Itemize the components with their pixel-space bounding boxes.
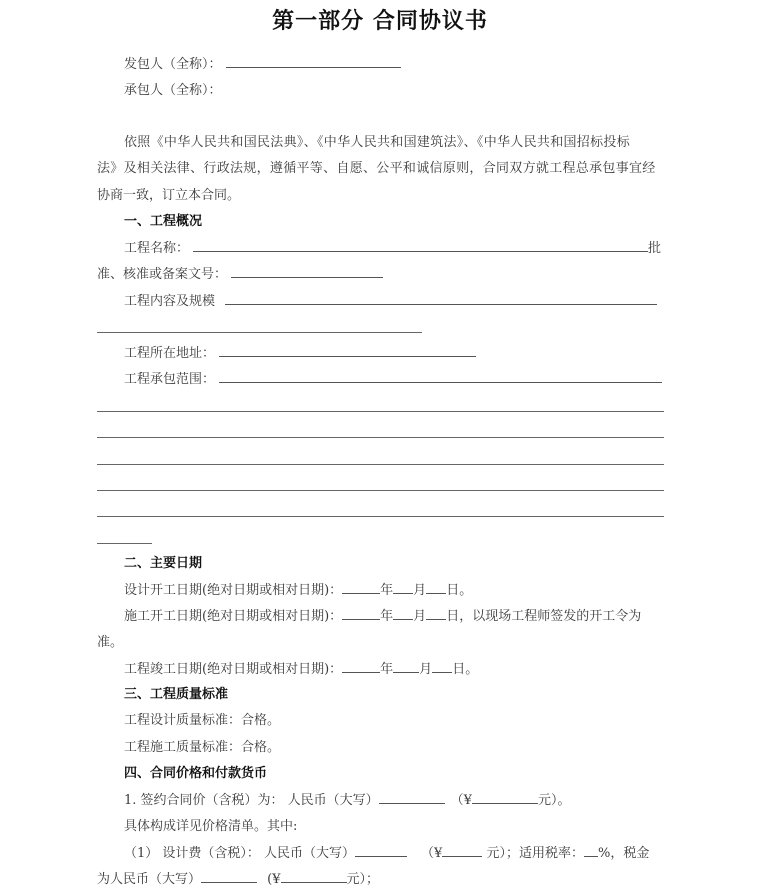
completion-month-blank[interactable] — [393, 660, 419, 673]
construction-start-year-blank[interactable] — [342, 607, 380, 620]
scope-label: 工程承包范围： — [124, 372, 216, 387]
day-label: 日。 — [446, 583, 473, 598]
preamble-line-1: 依照《中华人民共和国民法典》、《中华人民共和国建筑法》、《中华人民共和国招标投标 — [124, 135, 631, 150]
scope-blank-line-2[interactable] — [97, 437, 664, 438]
approval-label: 准、核准或备案文号： — [97, 267, 228, 282]
scope-line — [124, 370, 662, 389]
scope-blank-line-3[interactable] — [97, 464, 664, 465]
design-start-line — [124, 581, 472, 600]
scope-blank-line-4[interactable] — [97, 490, 664, 491]
tax-label: 为人民币（大写） — [97, 872, 202, 887]
employer-blank[interactable] — [226, 55, 401, 68]
tax-line — [97, 870, 379, 889]
design-quality: 工程设计质量标准：合格。 — [124, 713, 281, 728]
employer-label: 发包人（全称）： — [124, 57, 222, 72]
year-label: 年 — [380, 662, 394, 677]
yen-open: （¥ — [450, 793, 472, 808]
design-start-month-blank[interactable] — [393, 581, 413, 594]
address-line — [124, 344, 476, 363]
page-title: 第一部分 合同协议书 — [272, 9, 488, 34]
project-name-tail: 批 — [648, 241, 662, 256]
completion-label: 工程竣工日期(绝对日期或相对日期)： — [124, 662, 343, 677]
scope-blank-line-6[interactable] — [97, 543, 152, 544]
address-blank[interactable] — [219, 344, 476, 357]
approval-blank[interactable] — [231, 265, 383, 278]
design-fee-yuan: 元）；适用税率： — [482, 846, 584, 861]
completion-line — [124, 660, 478, 679]
construction-quality: 工程施工质量标准：合格。 — [124, 740, 281, 755]
tax-number-blank[interactable] — [281, 870, 347, 883]
tax-yuan: 元）； — [346, 872, 380, 887]
contract-price-label: 1. 签约合同价（含税）为： 人民币（大写） — [124, 793, 379, 808]
tax-rate-suffix: %，税金 — [597, 846, 650, 861]
section-1-heading: 一、工程概况 — [124, 214, 203, 229]
approval-line — [97, 265, 383, 284]
yuan-close: 元）。 — [537, 793, 571, 808]
address-label: 工程所在地址： — [124, 346, 216, 361]
tax-rate-blank[interactable] — [584, 844, 598, 857]
project-name-label: 工程名称： — [124, 241, 190, 256]
construction-start-label: 施工开工日期(绝对日期或相对日期)： — [124, 609, 343, 624]
project-name-blank[interactable] — [193, 239, 648, 252]
design-start-label: 设计开工日期(绝对日期或相对日期)： — [124, 583, 343, 598]
yen-open: (¥ — [263, 872, 281, 887]
construction-start-continued: 准。 — [97, 635, 124, 650]
design-start-day-blank[interactable] — [426, 581, 446, 594]
content-blank-continued[interactable] — [97, 332, 422, 333]
construction-start-month-blank[interactable] — [393, 607, 413, 620]
contract-price-words-blank[interactable] — [379, 791, 445, 804]
design-fee-words-blank[interactable] — [355, 844, 407, 857]
contract-price-number-blank[interactable] — [472, 791, 538, 804]
preamble-line-2: 法》及相关法律、行政法规，遵循平等、自愿、公平和诚信原则，合同双方就工程总承包事宜经 — [97, 161, 656, 176]
month-label: 月 — [413, 583, 427, 598]
construction-start-suffix: 日，以现场工程师签发的开工令为 — [446, 609, 642, 624]
month-label: 月 — [419, 662, 433, 677]
employer-line — [124, 55, 401, 74]
contractor-label: 承包人（全称）： — [124, 83, 222, 98]
month-label: 月 — [413, 609, 427, 624]
section-4-heading: 四、合同价格和付款货币 — [124, 766, 268, 781]
design-fee-label: （1） 设计费（含税）： 人民币（大写） — [124, 846, 356, 861]
design-start-year-blank[interactable] — [342, 581, 380, 594]
scope-blank-line-5[interactable] — [97, 516, 664, 517]
content-blank[interactable] — [225, 292, 657, 305]
construction-start-line — [124, 607, 641, 626]
completion-day-blank[interactable] — [432, 660, 452, 673]
breakdown-line: 具体构成详见价格清单。其中: — [124, 819, 298, 834]
content-label: 工程内容及规模 — [124, 294, 216, 309]
project-name-line — [124, 239, 661, 258]
section-2-heading: 二、主要日期 — [124, 556, 203, 571]
scope-blank[interactable] — [219, 370, 662, 383]
yen-open: （¥ — [421, 846, 443, 861]
design-fee-number-blank[interactable] — [442, 844, 482, 857]
contract-price-line — [124, 791, 570, 810]
completion-year-blank[interactable] — [342, 660, 380, 673]
scope-blank-line-1[interactable] — [97, 411, 664, 412]
section-3-heading: 三、工程质量标准 — [124, 687, 229, 702]
design-fee-line — [124, 844, 649, 863]
tax-words-blank[interactable] — [201, 870, 257, 883]
year-label: 年 — [380, 583, 394, 598]
day-label: 日。 — [452, 662, 479, 677]
year-label: 年 — [380, 609, 394, 624]
contractor-line — [124, 82, 222, 100]
preamble-line-3: 协商一致，订立本合同。 — [97, 188, 241, 203]
content-line — [124, 292, 657, 311]
construction-start-day-blank[interactable] — [426, 607, 446, 620]
